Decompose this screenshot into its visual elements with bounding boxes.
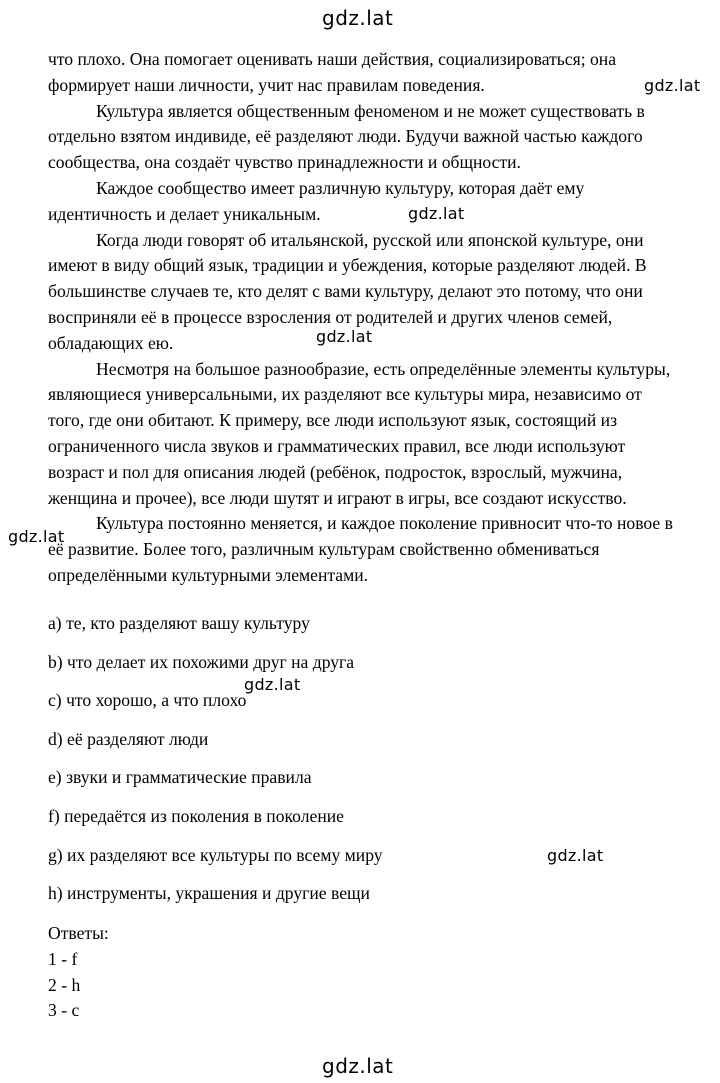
paragraph-3: Каждое сообщество имеет различную культуру, которая даёт ему идентичность и делает уникальным. xyxy=(48,177,585,224)
option-h: h) инструменты, украшения и другие вещи xyxy=(48,883,370,904)
option-b: b) что делает их похожими друг на друга xyxy=(48,651,355,672)
watermark: gdz.lat xyxy=(408,204,465,223)
option-d: d) её разделяют люди xyxy=(48,728,209,749)
option-e: e) звуки и грамматические правила xyxy=(48,767,312,788)
paragraph-2: Культура является общественным феноменом и не может существовать в отдельно взятом индивиде, её разделяют люди. Будучи важной частью каждого сообщества, она создаёт чувство принадлежности и общности. xyxy=(48,100,645,173)
option-f: f) передаётся из поколения в поколение xyxy=(48,805,344,826)
option-c: c) что хорошо, а что плохо xyxy=(48,690,247,711)
watermark-bottom: gdz.lat xyxy=(322,1054,394,1078)
option-g: g) их разделяют все культуры по всему миру xyxy=(48,844,383,865)
paragraph-6: Культура постоянно меняется, и каждое поколение привносит что-то новое в её развитие. Более того, различным культурам свойственно обмениваться определёнными культурными элементами. xyxy=(48,513,673,585)
watermark-top: gdz.lat xyxy=(322,6,394,30)
answer-2: 2 - h xyxy=(48,974,81,995)
watermark: gdz.lat xyxy=(316,327,373,346)
option-a: a) те, кто разделяют вашу культуру xyxy=(48,613,310,633)
watermark: gdz.lat xyxy=(644,76,701,95)
answer-1: 1 - f xyxy=(48,948,78,969)
text-body xyxy=(48,47,678,589)
answer-3: 3 - c xyxy=(48,1000,80,1021)
answers-title: Ответы: xyxy=(48,923,109,943)
paragraph-1: что плохо. Она помогает оценивать наши действия, социализироваться; она формирует наши личности, учит нас правилам поведения. xyxy=(48,49,616,95)
answers-block xyxy=(48,921,109,1024)
paragraph-5: Несмотря на большое разнообразие, есть определённые элементы культуры, являющиеся универсальными, их разделяют все культуры мира, независимо от того, где они обитают. К примеру, все люди используют язык, состоящий из ограниченного числа звуков и грамматических правил, все люди используют возраст и пол для описания людей (ребёнок, подросток, взрослый, мужчина, женщина и прочее), все люди шутят и играют в игры, все создают искусство. xyxy=(48,358,671,508)
watermark: gdz.lat xyxy=(244,675,301,694)
paragraph-4: Когда люди говорят об итальянской, русской или японской культуре, они имеют в виду общий язык, традиции и убеждения, которые разделяют людей. В большинстве случаев те, кто делят с вами культуру, делают это потому, что они восприняли её в процессе взросления от родителей и других членов семей, обладающих ею. xyxy=(48,229,647,353)
options-list xyxy=(48,611,383,920)
watermark: gdz.lat xyxy=(547,846,604,865)
watermark: gdz.lat xyxy=(8,527,65,546)
